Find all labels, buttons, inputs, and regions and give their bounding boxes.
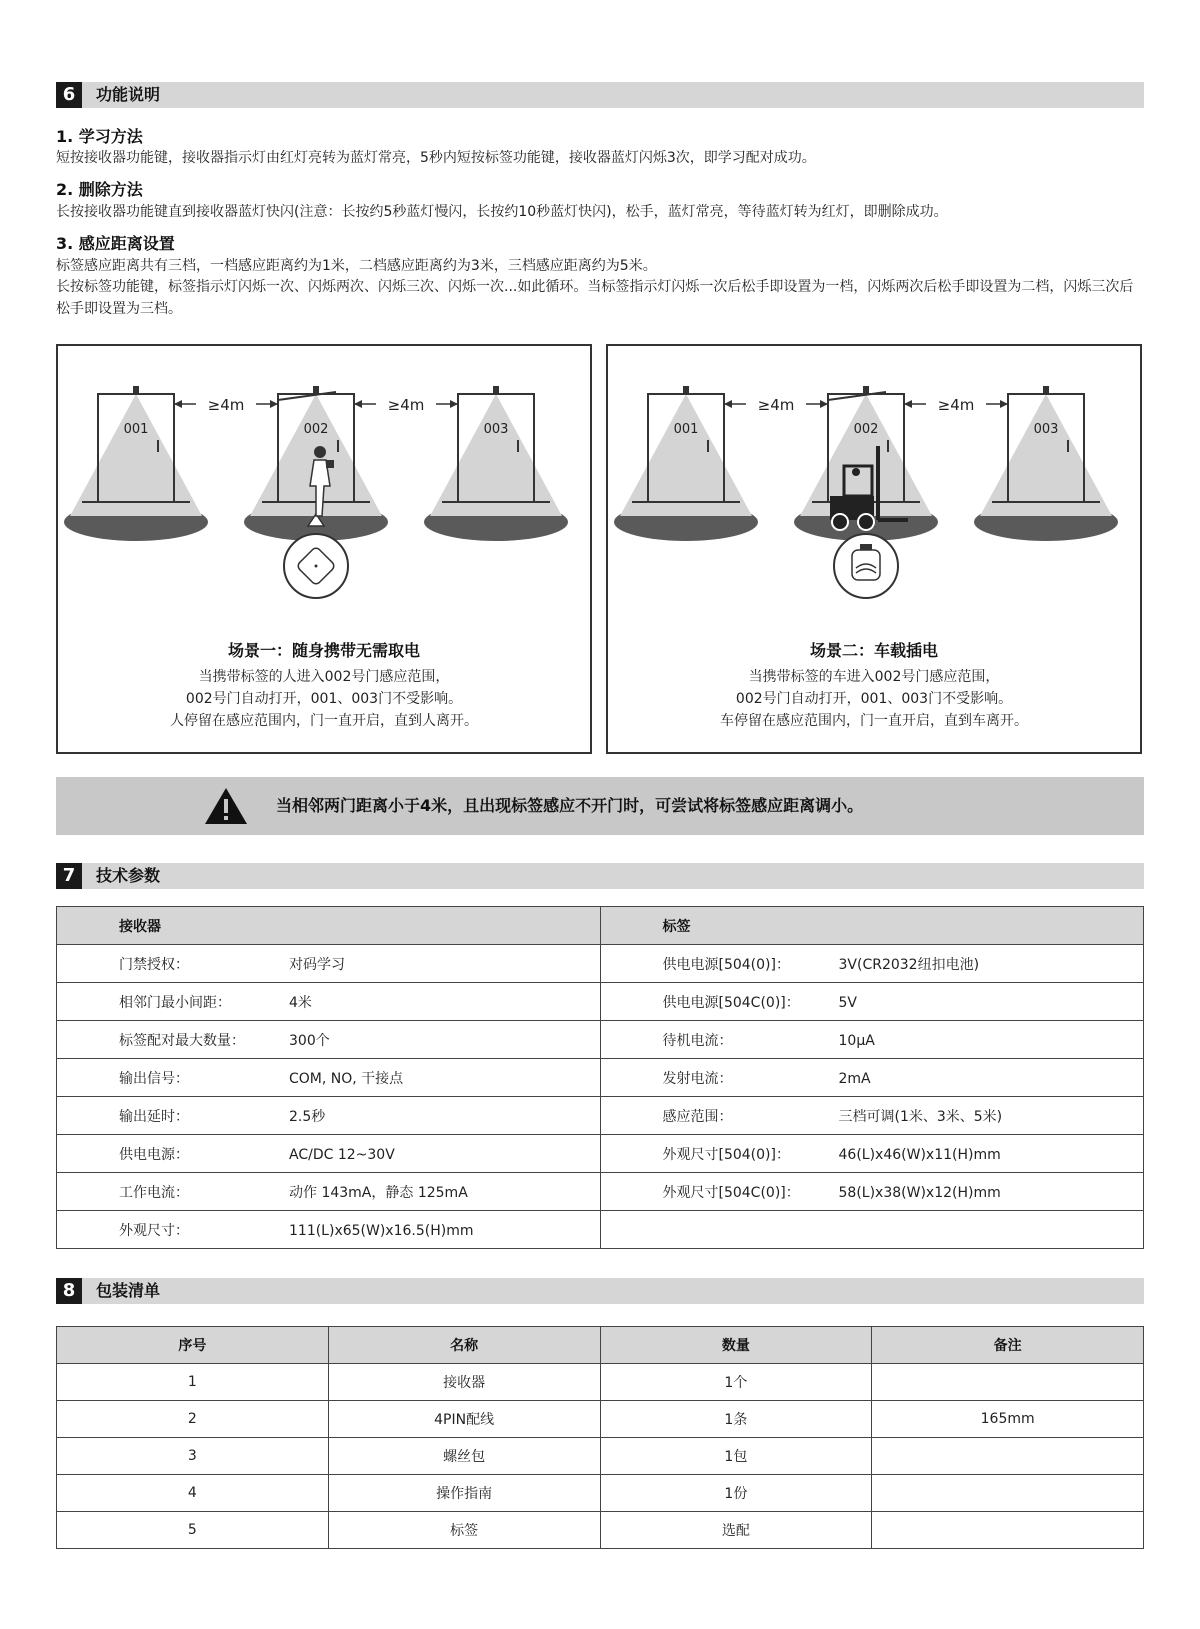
distance-arrow	[724, 396, 828, 414]
tag-header-cell	[600, 907, 1144, 945]
sensor-cone	[620, 394, 752, 516]
spec-label: 工作电流：	[119, 1184, 189, 1201]
spec-label: 外观尺寸[504C(0)]：	[662, 1184, 800, 1201]
spec-row	[57, 1211, 1144, 1249]
spec-label: 门禁授权：	[119, 956, 189, 973]
spec-label: 供电电源[504C(0)]：	[662, 994, 800, 1011]
section-6-header	[56, 82, 1144, 108]
sensor-icon	[493, 386, 499, 394]
scenario-panel-2	[606, 344, 1142, 754]
packing-cell: 1包	[600, 1438, 872, 1475]
scenario-line: 人停留在感应范围内，门一直开启，直到人离开。	[170, 713, 478, 729]
packing-cell: 165mm	[872, 1401, 1144, 1438]
spec-label: 标签配对最大数量：	[119, 1032, 245, 1049]
spec-label: 供电电源[504(0)]：	[662, 956, 790, 973]
spec-label: 输出信号：	[119, 1070, 189, 1087]
spec-row	[57, 1173, 1144, 1211]
range-text-1: 标签感应距离共有三档，一档感应距离约为1米，二档感应距离约为3米，三档感应距离约为5米。	[56, 258, 657, 274]
sensor-cone	[70, 394, 202, 516]
scenario-line: 当携带标签的车进入002号门感应范围，	[748, 669, 1000, 685]
warning-banner	[56, 777, 1144, 835]
spec-label: 供电电源：	[119, 1146, 189, 1163]
spec-value: 对码学习	[289, 956, 345, 973]
section-7-header	[56, 863, 1144, 889]
section-8-header	[56, 1278, 1144, 1304]
spec-cell	[600, 1135, 1144, 1173]
spec-cell	[57, 1135, 601, 1173]
spec-value: 3V(CR2032纽扣电池)	[838, 956, 980, 973]
scenario-line: 车停留在感应范围内，门一直开启，直到车离开。	[720, 713, 1028, 729]
door-3	[974, 386, 1118, 541]
packing-row	[57, 1438, 1144, 1475]
packing-cell: 标签	[328, 1512, 600, 1549]
spec-row	[57, 945, 1144, 983]
packing-cell	[872, 1475, 1144, 1512]
door-1	[64, 386, 208, 541]
spec-value: 三档可调(1米、3米、5米)	[838, 1108, 1003, 1125]
distance-label: ≥4m	[207, 396, 245, 414]
spec-value: COM, NO, 干接点	[289, 1070, 404, 1087]
door-handle	[157, 440, 159, 452]
spec-label: 外观尺寸：	[119, 1222, 189, 1239]
spec-cell	[57, 1211, 601, 1249]
door-handle	[517, 440, 519, 452]
sensor-icon	[133, 386, 139, 394]
packing-list-table	[56, 1326, 1144, 1549]
spec-table	[56, 906, 1144, 1249]
range-text-2: 长按标签功能键，标签指示灯闪烁一次、闪烁两次、闪烁三次、闪烁一次...如此循环。当标签指示灯闪烁一次后松手即设置为一档，闪烁两次后松手即设置为二档，闪烁三次后松手即设置为三档。	[56, 279, 1134, 317]
spec-value: 111(L)x65(W)x16.5(H)mm	[289, 1222, 474, 1239]
section-number: 7	[56, 863, 82, 889]
section-title: 包装清单	[96, 1281, 161, 1300]
packing-cell: 1条	[600, 1401, 872, 1438]
packing-row	[57, 1512, 1144, 1549]
usb-tag-icon	[852, 550, 880, 580]
warning-text: 当相邻两门距离小于4米，且出现标签感应不开门时，可尝试将标签感应距离调小。	[276, 796, 864, 815]
scenario-panel-1	[56, 344, 592, 754]
packing-cell: 螺丝包	[328, 1438, 600, 1475]
spec-value: 58(L)x38(W)x12(H)mm	[838, 1184, 1001, 1201]
spec-cell	[600, 945, 1144, 983]
spec-cell	[57, 983, 601, 1021]
spec-value: 300个	[289, 1032, 330, 1049]
scenario-line: 当携带标签的人进入002号门感应范围，	[198, 669, 450, 685]
spec-value: 2mA	[838, 1070, 871, 1087]
learn-text: 短按接收器功能键，接收器指示灯由红灯亮转为蓝灯常亮，5秒内短按标签功能键，接收器蓝灯闪烁3次，即学习配对成功。	[56, 150, 816, 166]
spec-row	[57, 1021, 1144, 1059]
sensor-icon	[313, 386, 319, 394]
spec-cell	[57, 1097, 601, 1135]
door-handle	[1067, 440, 1069, 452]
sensor-cone	[980, 394, 1112, 516]
packing-cell: 接收器	[328, 1364, 600, 1401]
distance-arrow	[174, 396, 278, 414]
packing-cell	[872, 1512, 1144, 1549]
door-number: 002	[303, 422, 329, 437]
spec-row	[57, 1135, 1144, 1173]
warning-triangle-icon	[204, 787, 248, 825]
scenario-title: 场景一：随身携带无需取电	[227, 641, 420, 660]
door-number: 001	[673, 422, 699, 437]
spec-row	[57, 983, 1144, 1021]
packing-cell: 3	[57, 1438, 329, 1475]
packing-row	[57, 1475, 1144, 1512]
door-3	[424, 386, 568, 541]
receiver-header: 接收器	[119, 918, 161, 935]
packing-cell: 操作指南	[328, 1475, 600, 1512]
header-cell: 数量	[600, 1327, 872, 1364]
header-cell: 名称	[328, 1327, 600, 1364]
spec-cell	[57, 1173, 601, 1211]
packing-cell	[872, 1364, 1144, 1401]
distance-arrow	[904, 396, 1008, 414]
distance-label: ≥4m	[387, 396, 425, 414]
packing-cell	[872, 1438, 1144, 1475]
spec-value: AC/DC 12~30V	[289, 1146, 395, 1163]
packing-cell: 2	[57, 1401, 329, 1438]
door-handle	[887, 440, 889, 452]
sensor-icon	[683, 386, 689, 394]
packing-cell: 1	[57, 1364, 329, 1401]
spec-cell	[600, 1173, 1144, 1211]
packing-cell: 4	[57, 1475, 329, 1512]
delete-heading: 2. 删除方法	[56, 180, 143, 199]
spec-label: 相邻门最小间距：	[119, 994, 231, 1011]
learn-heading: 1. 学习方法	[56, 127, 143, 146]
receiver-header-cell	[57, 907, 601, 945]
sensor-icon	[1043, 386, 1049, 394]
spec-cell	[600, 1211, 1144, 1249]
spec-header-row	[57, 907, 1144, 945]
packing-cell: 1份	[600, 1475, 872, 1512]
packing-cell: 4PIN配线	[328, 1401, 600, 1438]
scenario-line: 002号门自动打开，001、003门不受影响。	[735, 691, 1013, 707]
packing-cell: 选配	[600, 1512, 872, 1549]
spec-cell	[600, 983, 1144, 1021]
scenario-title: 场景二：车载插电	[809, 641, 938, 660]
door-1	[614, 386, 758, 541]
section-number: 6	[56, 82, 82, 108]
door-number: 002	[853, 422, 879, 437]
section-title: 功能说明	[96, 85, 161, 104]
header-cell: 备注	[872, 1327, 1144, 1364]
spec-row	[57, 1097, 1144, 1135]
spec-value: 46(L)x46(W)x11(H)mm	[838, 1146, 1001, 1163]
delete-text: 长按接收器功能键直到接收器蓝灯快闪(注意：长按约5秒蓝灯慢闪，长按约10秒蓝灯快闪)，松手，蓝灯常亮，等待蓝灯转为红灯，即删除成功。	[56, 204, 948, 220]
spec-cell	[600, 1059, 1144, 1097]
door-number: 001	[123, 422, 149, 437]
section-title: 技术参数	[96, 866, 161, 885]
door-handle	[337, 440, 339, 452]
door-number: 003	[1033, 422, 1059, 437]
spec-value: 10μA	[838, 1032, 875, 1049]
packing-cell: 1个	[600, 1364, 872, 1401]
sensor-cone	[430, 394, 562, 516]
spec-value: 4米	[289, 994, 312, 1011]
spec-value: 动作 143mA，静态 125mA	[289, 1184, 468, 1201]
spec-value: 5V	[838, 994, 857, 1011]
tag-header: 标签	[662, 918, 691, 935]
scenario-line: 002号门自动打开，001、003门不受影响。	[185, 691, 463, 707]
spec-cell	[600, 1021, 1144, 1059]
spec-row	[57, 1059, 1144, 1097]
sensor-icon	[863, 386, 869, 394]
spec-label: 感应范围：	[662, 1108, 733, 1125]
distance-label: ≥4m	[937, 396, 975, 414]
spec-label: 发射电流：	[662, 1070, 733, 1087]
section-number: 8	[56, 1278, 82, 1304]
distance-arrow	[354, 396, 458, 414]
door-number: 003	[483, 422, 509, 437]
packing-row	[57, 1364, 1144, 1401]
range-heading: 3. 感应距离设置	[56, 234, 175, 253]
spec-label: 输出延时：	[119, 1108, 189, 1125]
spec-cell	[57, 1059, 601, 1097]
packing-cell: 5	[57, 1512, 329, 1549]
spec-label: 待机电流：	[662, 1032, 733, 1049]
door-handle	[707, 440, 709, 452]
packing-header-row	[57, 1327, 1144, 1364]
distance-label: ≥4m	[757, 396, 795, 414]
header-cell: 序号	[57, 1327, 329, 1364]
spec-cell	[600, 1097, 1144, 1135]
spec-cell	[57, 945, 601, 983]
packing-row	[57, 1401, 1144, 1438]
spec-cell	[57, 1021, 601, 1059]
spec-value: 2.5秒	[289, 1108, 326, 1125]
spec-label: 外观尺寸[504(0)]：	[662, 1146, 790, 1163]
